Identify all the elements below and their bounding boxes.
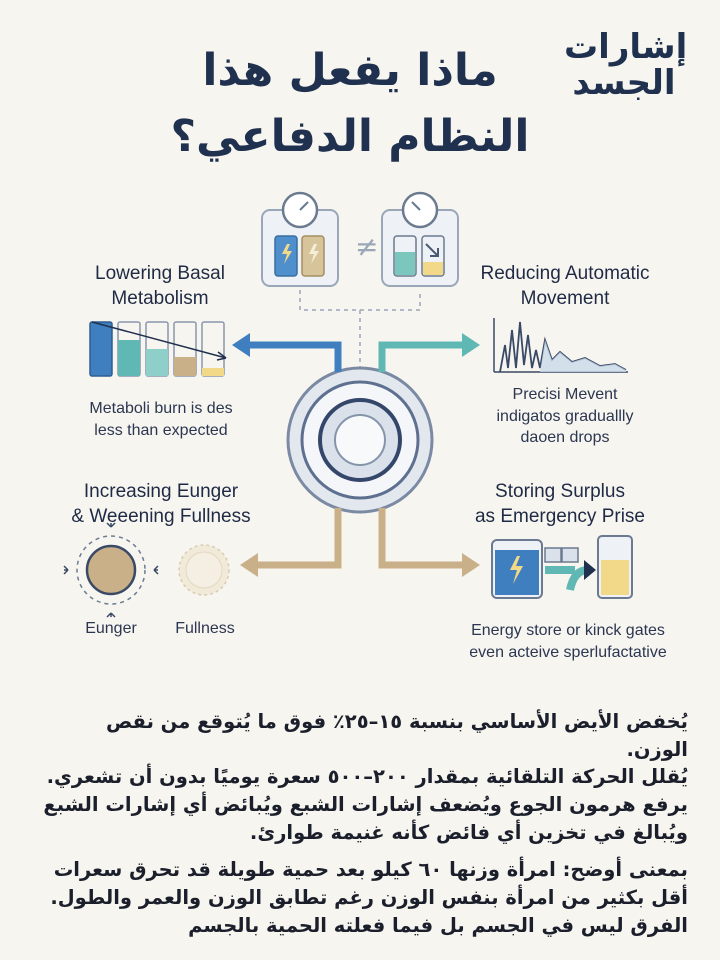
movement-title: Reducing Automatic Movement	[480, 263, 650, 309]
fullness-circle-icon	[179, 545, 229, 595]
movement-caption: Precisi Mevent indigatos graduallly daoen drops	[496, 386, 634, 447]
storage-battery-icon	[492, 536, 632, 598]
arrow-movement	[382, 345, 462, 372]
paragraph2-line: بمعنى أوضح: امرأة وزنها ٦٠ كيلو بعد حمية طويلة قد تحرق سعرات	[53, 858, 688, 882]
arrow-metabolism	[250, 345, 338, 372]
hunger-label: Eunger	[85, 620, 137, 637]
metabolism-caption: Metaboli burn is des less than expected	[89, 400, 233, 439]
title-line2: النظام الدفاعي؟	[170, 111, 530, 162]
gauge-left-icon	[262, 193, 338, 286]
central-hub-icon	[288, 368, 432, 512]
paragraph2-line: أقل بكثير من امرأة بنفس الوزن رغم تطابق الوزن والعمر والطول.	[50, 886, 688, 910]
hunger-title: Increasing Eunger & Weeening Fullness	[71, 481, 251, 527]
metabolism-bars-icon	[90, 322, 226, 376]
paragraph1-line: يُخفض الأيض الأساسي بنسبة ١٥–٢٥٪ فوق ما يُتوقع من نقص الوزن.	[105, 710, 688, 761]
paragraph1-line: يُقلل الحركة التلقائية بمقدار ٢٠٠–٥٠٠ سعرة يوميًا بدون أن تشعري.	[46, 765, 688, 789]
title-line1: ماذا يفعل هذا	[202, 45, 498, 96]
arrow-hunger	[258, 508, 338, 565]
body-text	[38, 708, 688, 940]
paragraph2-line: الفرق ليس في الجسم بل فيما فعلته الحمية بالجسم	[188, 913, 688, 937]
not-equal-symbol: ≠	[355, 230, 379, 263]
gauge-right-icon	[382, 193, 458, 286]
page-title	[160, 38, 540, 170]
hunger-circle-icon	[64, 523, 158, 617]
movement-wave-icon	[494, 318, 628, 372]
storage-caption: Energy store or kinck gates even acteive sperlufactative	[469, 622, 667, 661]
paragraph1-line: يرفع هرمون الجوع ويُضعف إشارات الشبع ويُبائض أي إشارات الشبع	[43, 793, 688, 817]
paragraph1-line: ويُبالغ في تخزين أي فائض كأنه غنيمة طوارئ.	[249, 820, 688, 844]
brand-line1: إشارات	[564, 27, 688, 67]
storage-title: Storing Surplus as Emergency Prise	[474, 481, 645, 527]
arrow-storage	[382, 508, 462, 565]
fullness-label: Fullness	[175, 620, 235, 637]
metabolism-title: Lowering Basal Metabolism	[95, 263, 225, 309]
brand-line2: الجسد	[572, 62, 676, 103]
brand-logo	[564, 27, 688, 103]
